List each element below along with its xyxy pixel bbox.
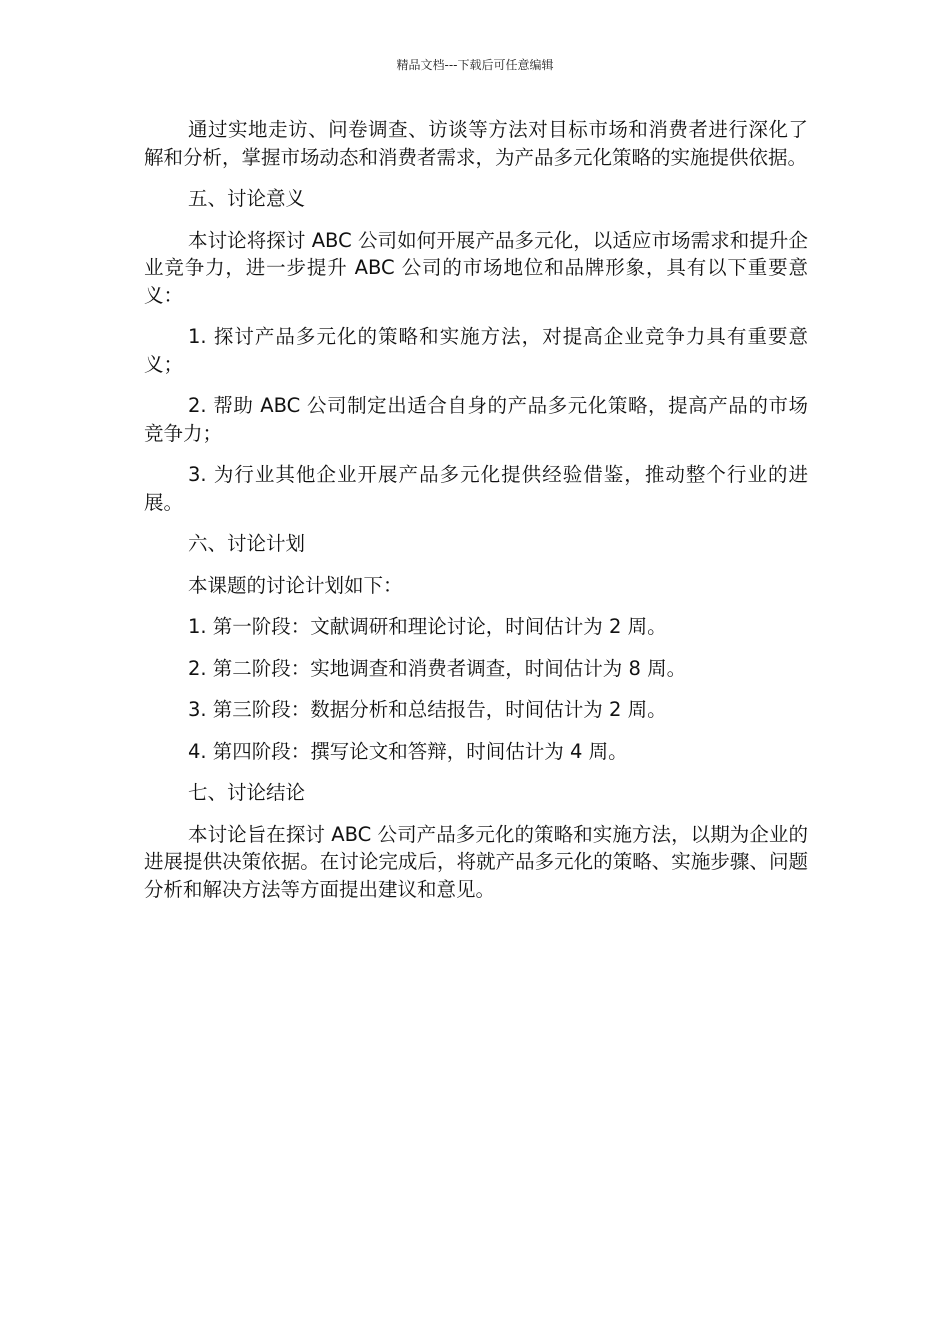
list-item-plan-2: 2. 第二阶段：实地调查和消费者调查，时间估计为 8 周。: [188, 656, 687, 680]
paragraph-conclusion: 本讨论旨在探讨 ABC 公司产品多元化的策略和实施方法，以期为企业的进展提供决策依据。在讨论完成后，将就产品多元化的策略、实施步骤、问题分析和解决方法等方面提出建议和意见。: [144, 822, 808, 901]
section-heading-significance: 五、讨论意义: [188, 187, 306, 210]
list-item-significance-2: 2. 帮助 ABC 公司制定出适合自身的产品多元化策略，提高产品的市场竞争力；: [144, 394, 808, 445]
section-heading-plan: 六、讨论计划: [188, 532, 306, 555]
document-body: [144, 116, 808, 917]
paragraph-research-method: 通过实地走访、问卷调查、访谈等方法对目标市场和消费者进行深化了解和分析，掌握市场动态和消费者需求，为产品多元化策略的实施提供依据。: [144, 118, 808, 169]
list-item-plan-1: 1. 第一阶段：文献调研和理论讨论，时间估计为 2 周。: [188, 615, 667, 638]
list-item-significance-1: 1. 探讨产品多元化的策略和实施方法，对提高企业竞争力具有重要意义；: [144, 325, 808, 376]
list-item-significance-3: 3. 为行业其他企业开展产品多元化提供经验借鉴，推动整个行业的进展。: [144, 463, 808, 514]
paragraph-plan-intro: 本课题的讨论计划如下：: [188, 573, 403, 597]
list-item-plan-4: 4. 第四阶段：撰写论文和答辩，时间估计为 4 周。: [188, 739, 628, 763]
list-item-plan-3: 3. 第三阶段：数据分析和总结报告，时间估计为 2 周。: [188, 698, 667, 721]
section-heading-conclusion: 七、讨论结论: [188, 781, 306, 804]
paragraph-significance-intro: 本讨论将探讨 ABC 公司如何开展产品多元化，以适应市场需求和提升企业竞争力，进一步提升 ABC 公司的市场地位和品牌形象，具有以下重要意义：: [144, 228, 808, 307]
page-header: 精品文档---下载后可任意编辑: [396, 58, 554, 72]
